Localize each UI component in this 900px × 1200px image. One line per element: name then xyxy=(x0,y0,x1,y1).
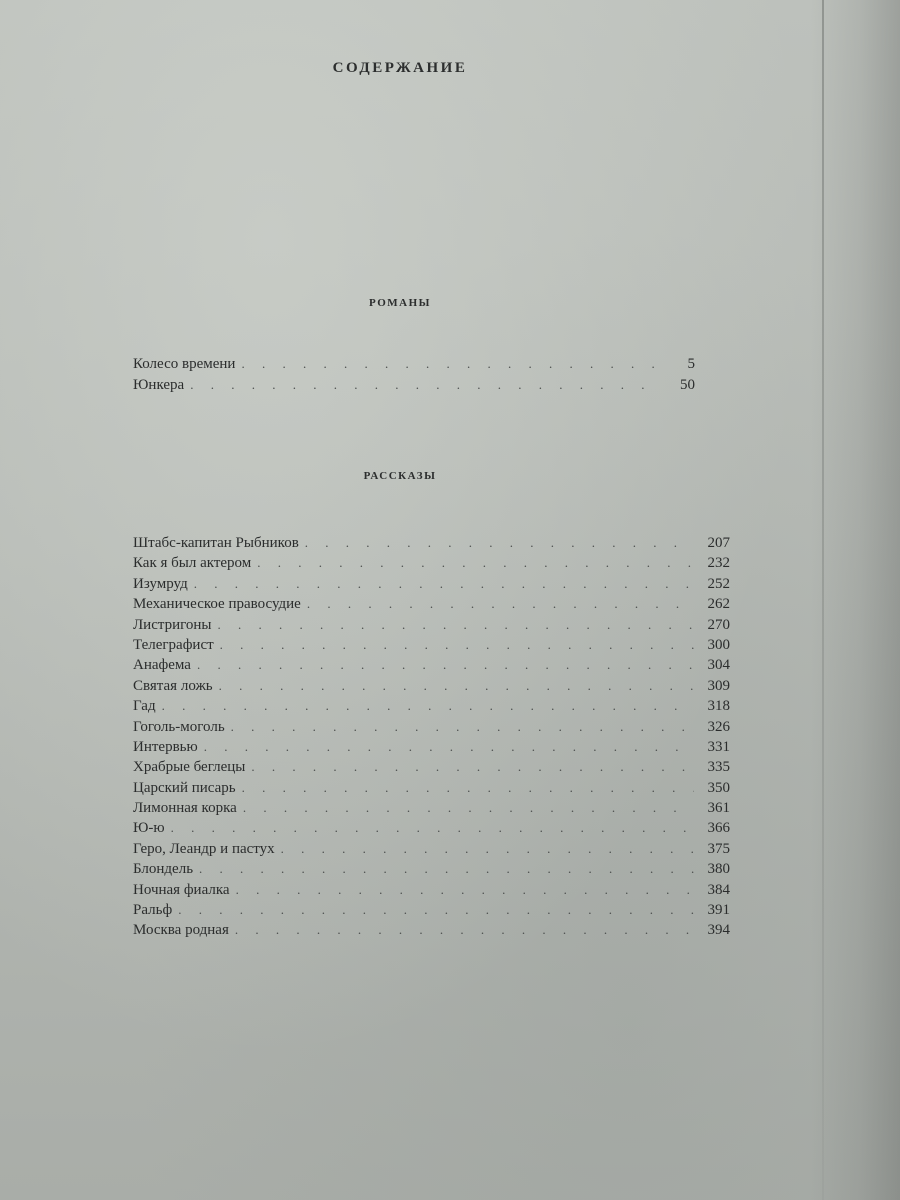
toc-entry[interactable] xyxy=(133,655,730,675)
toc-entry[interactable] xyxy=(133,717,730,737)
toc-entry[interactable] xyxy=(133,553,730,573)
dot-leader xyxy=(197,655,694,675)
toc-entry-title: Геро, Леандр и пастух xyxy=(133,840,275,857)
toc-list-stories xyxy=(133,533,730,941)
dot-leader xyxy=(241,354,659,374)
toc-entry-title: Гад xyxy=(133,698,156,715)
toc-entry-title: Гоголь-моголь xyxy=(133,718,225,735)
dot-leader xyxy=(307,594,694,614)
toc-entry-page: 361 xyxy=(707,800,730,817)
toc-entry-page: 232 xyxy=(707,555,730,572)
toc-entry[interactable] xyxy=(133,737,730,757)
toc-entry[interactable] xyxy=(133,533,730,553)
toc-entry-title: Интервью xyxy=(133,738,198,755)
toc-entry[interactable] xyxy=(133,757,730,777)
toc-entry-title: Москва родная xyxy=(133,922,229,939)
dot-leader xyxy=(243,798,694,818)
toc-entry-page: 50 xyxy=(680,377,695,393)
toc-entry[interactable] xyxy=(133,798,730,818)
dot-leader xyxy=(194,574,694,594)
toc-entry[interactable] xyxy=(133,920,730,940)
toc-entry[interactable] xyxy=(133,594,730,614)
toc-entry-title: Лимонная корка xyxy=(133,800,237,817)
toc-entry-page: 304 xyxy=(707,657,730,674)
dot-leader xyxy=(190,375,659,395)
toc-entry-title: Юнкера xyxy=(133,377,185,393)
toc-entry[interactable] xyxy=(133,880,730,900)
toc-entry-title: Как я был актером xyxy=(133,555,252,572)
toc-entry-page: 335 xyxy=(707,759,730,776)
toc-entry[interactable] xyxy=(133,839,730,859)
dot-leader xyxy=(178,900,694,920)
dot-leader xyxy=(257,553,694,573)
toc-entry-page: 5 xyxy=(687,356,695,372)
toc-entry[interactable] xyxy=(133,696,730,716)
toc-entry-title: Механическое правосудие xyxy=(133,596,301,613)
dot-leader xyxy=(199,859,694,879)
dot-leader xyxy=(204,737,694,757)
dot-leader xyxy=(220,635,694,655)
dot-leader xyxy=(242,778,694,798)
toc-entry-title: Колесо времени xyxy=(133,356,236,372)
toc-entry[interactable] xyxy=(133,778,730,798)
toc-entry-title: Ночная фиалка xyxy=(133,881,230,898)
toc-entry-title: Листригоны xyxy=(133,616,212,633)
toc-entry-page: 394 xyxy=(707,922,730,939)
toc-entry-title: Блондель xyxy=(133,861,194,878)
toc-entry-title: Изумруд xyxy=(133,575,188,592)
page-title: СОДЕРЖАНИЕ xyxy=(332,60,468,76)
toc-entry[interactable] xyxy=(133,635,730,655)
dot-leader xyxy=(218,615,694,635)
dot-leader xyxy=(251,757,694,777)
toc-entry[interactable] xyxy=(133,354,695,375)
dot-leader xyxy=(235,920,694,940)
toc-entry-title: Святая ложь xyxy=(133,677,213,694)
toc-entry[interactable] xyxy=(133,818,730,838)
toc-entry-page: 252 xyxy=(707,575,730,592)
toc-entry-page: 380 xyxy=(707,861,730,878)
toc-entry[interactable] xyxy=(133,676,730,696)
toc-entry-title: Ю-ю xyxy=(133,820,165,837)
toc-entry[interactable] xyxy=(133,900,730,920)
toc-entry[interactable] xyxy=(133,615,730,635)
toc-entry-title: Телеграфист xyxy=(133,636,214,653)
toc-list-novels xyxy=(133,354,695,396)
dot-leader xyxy=(171,818,694,838)
toc-entry-page: 384 xyxy=(707,881,730,898)
dot-leader xyxy=(219,676,694,696)
toc-entry-page: 270 xyxy=(707,616,730,633)
toc-entry-page: 366 xyxy=(707,820,730,837)
toc-entry-title: Анафема xyxy=(133,657,191,674)
toc-entry[interactable] xyxy=(133,574,730,594)
toc-entry-page: 375 xyxy=(707,840,730,857)
section-heading-stories: РАССКАЗЫ xyxy=(363,470,437,482)
toc-entry-title: Штабс-капитан Рыбников xyxy=(133,535,299,551)
toc-entry-page: 262 xyxy=(707,596,730,613)
page-edge-shadow xyxy=(810,0,900,1200)
toc-entry-page: 318 xyxy=(707,698,730,715)
dot-leader xyxy=(281,839,694,859)
dot-leader xyxy=(236,880,694,900)
toc-entry-page: 391 xyxy=(707,902,730,919)
toc-entry-page: 331 xyxy=(707,738,730,755)
toc-entry-title: Царский писарь xyxy=(133,779,236,796)
toc-entry-page: 326 xyxy=(707,718,730,735)
section-heading-novels: РОМАНЫ xyxy=(369,297,431,309)
toc-entry-page: 300 xyxy=(707,636,730,653)
dot-leader xyxy=(231,717,694,737)
toc-entry-title: Ральф xyxy=(133,902,173,919)
toc-entry[interactable] xyxy=(133,859,730,879)
toc-entry-page: 350 xyxy=(707,779,730,796)
toc-entry-title: Храбрые беглецы xyxy=(133,759,246,776)
toc-entry[interactable] xyxy=(133,375,695,396)
dot-leader xyxy=(162,696,694,716)
dot-leader xyxy=(305,533,694,553)
toc-entry-page: 207 xyxy=(707,535,730,551)
toc-entry-page: 309 xyxy=(707,677,730,694)
